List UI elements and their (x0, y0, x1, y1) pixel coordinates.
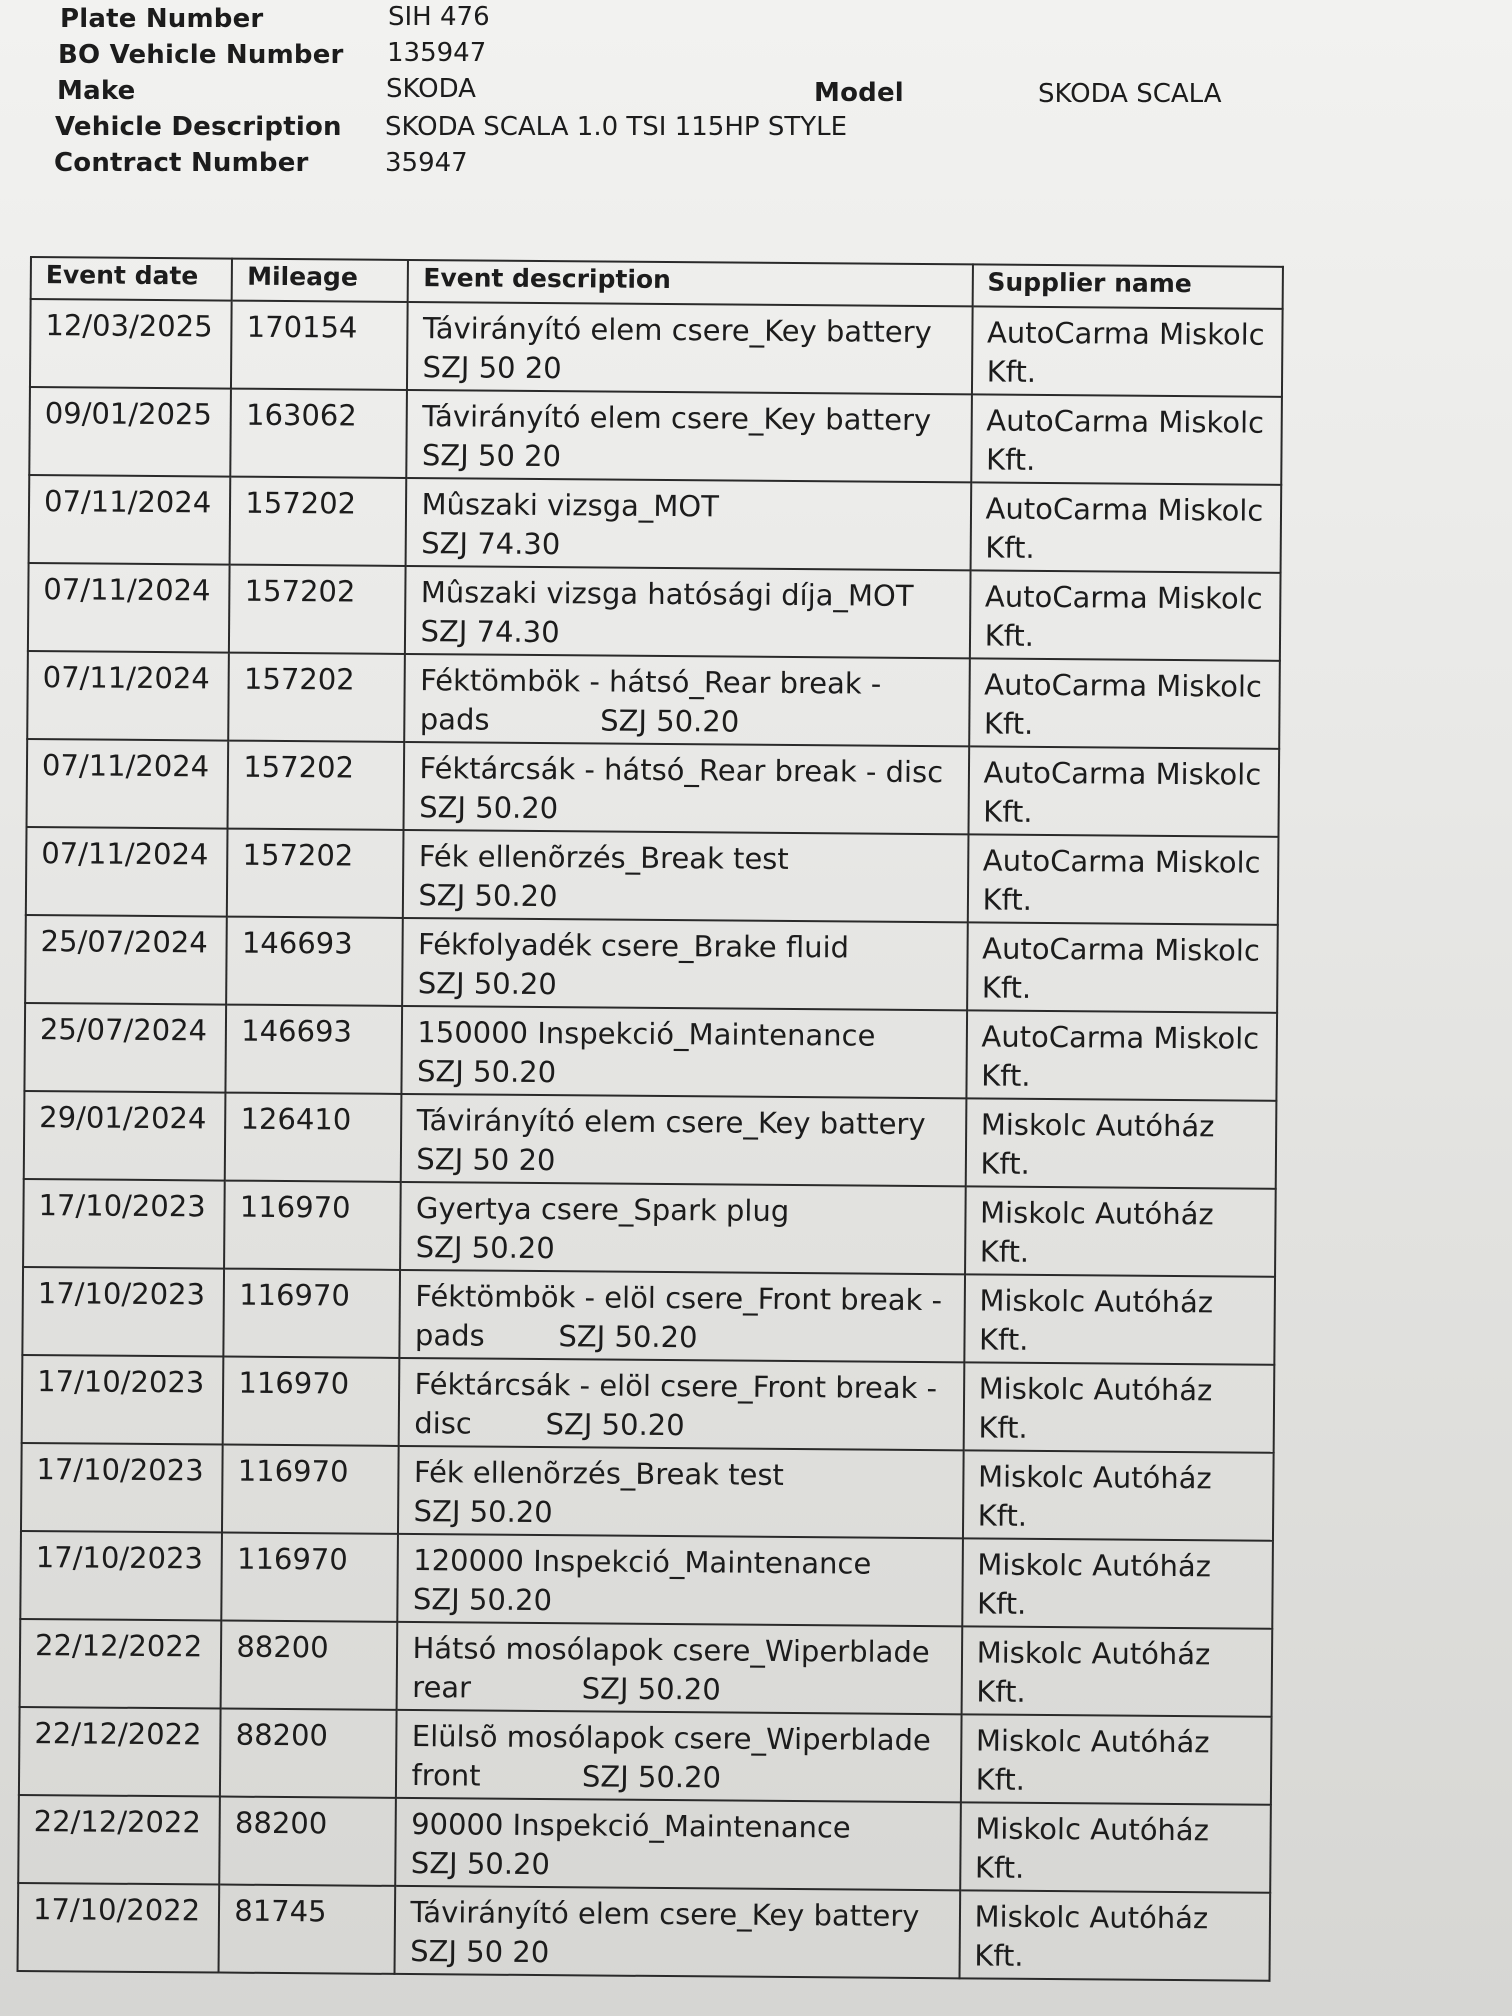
table-row (18, 1795, 1271, 1893)
make-value: SKODA (386, 74, 476, 104)
model-label: Model (814, 78, 904, 108)
event-code-line: SZJ 50 20 (416, 1142, 556, 1178)
event-code-line: SZJ 74.30 (420, 614, 560, 650)
event-description-cell (403, 830, 968, 922)
event-code-line: front SZJ 50.20 (411, 1758, 722, 1795)
mileage-cell: 116970 (224, 1269, 401, 1358)
bo-vehicle-number-label: BO Vehicle Number (58, 40, 344, 70)
event-description-line: Féktárcsák - elöl csere_Front break - (414, 1367, 938, 1406)
supplier-name-text: AutoCarma Miskolc Kft. (985, 491, 1264, 565)
supplier-name-cell (970, 482, 1281, 572)
table-row (20, 1619, 1273, 1717)
event-description-cell (398, 1446, 963, 1538)
table-row (21, 1443, 1274, 1541)
supplier-name-cell (959, 1890, 1270, 1980)
event-date-cell: 17/10/2022 (18, 1883, 220, 1973)
event-date-cell: 09/01/2025 (29, 387, 231, 477)
event-description-line: 120000 Inspekció_Maintenance (413, 1543, 872, 1581)
mileage-cell: 157202 (229, 653, 406, 742)
supplier-name-cell (963, 1450, 1274, 1540)
event-date-cell: 22/12/2022 (20, 1619, 222, 1709)
table-row (20, 1531, 1273, 1629)
supplier-name-cell (960, 1714, 1271, 1804)
mileage-cell: 116970 (224, 1181, 401, 1270)
event-description-cell (395, 1886, 960, 1978)
event-description-line: Hátsó mosólapok csere_Wiperblade (412, 1631, 930, 1670)
supplier-name-text: Miskolc Autóház Kft. (978, 1371, 1213, 1445)
event-description-cell (404, 742, 969, 834)
event-description-line: Fék ellenõrzés_Break test (418, 839, 789, 876)
event-description-cell (401, 1094, 966, 1186)
event-date-cell: 22/12/2022 (18, 1795, 220, 1885)
mileage-cell: 88200 (220, 1709, 397, 1798)
event-date-cell: 17/10/2023 (22, 1267, 224, 1357)
event-description-line: Mûszaki vizsga hatósági díja_MOT (420, 575, 914, 613)
table-row (22, 1355, 1275, 1453)
event-code-line: SZJ 50.20 (419, 790, 559, 826)
supplier-name-text: AutoCarma Miskolc Kft. (984, 579, 1263, 653)
event-code-line: SZJ 50.20 (412, 1582, 553, 1618)
event-description-line: Elülsõ mosólapok csere_Wiperblade (411, 1719, 931, 1758)
supplier-name-text: AutoCarma Miskolc Kft. (982, 843, 1261, 917)
supplier-name-text: Miskolc Autóház Kft. (976, 1635, 1211, 1709)
supplier-name-text: AutoCarma Miskolc Kft. (981, 1019, 1260, 1093)
event-code-line: SZJ 50.20 (415, 1230, 555, 1266)
supplier-name-text: Miskolc Autóház Kft. (978, 1283, 1214, 1357)
mileage-cell: 163062 (231, 389, 408, 478)
event-date-cell: 25/07/2024 (25, 915, 227, 1005)
header-supplier-name: Supplier name (972, 264, 1283, 308)
mileage-cell: 157202 (228, 741, 405, 830)
mileage-cell: 116970 (223, 1357, 400, 1446)
mileage-cell: 146693 (226, 1005, 403, 1094)
supplier-name-text: AutoCarma Miskolc Kft. (983, 755, 1262, 829)
event-description-cell (405, 654, 970, 746)
supplier-name-text: AutoCarma Miskolc Kft. (985, 403, 1265, 477)
vehicle-description-value: SKODA SCALA 1.0 TSI 115HP STYLE (385, 112, 848, 142)
supplier-name-cell (966, 1010, 1277, 1100)
event-date-cell: 07/11/2024 (27, 651, 229, 741)
table-row (28, 563, 1281, 661)
event-date-cell: 17/10/2023 (21, 1443, 223, 1533)
event-code-line: SZJ 50 20 (410, 1934, 550, 1970)
table-row (18, 1883, 1271, 1981)
event-date-cell: 12/03/2025 (30, 299, 232, 389)
header-event-date: Event date (31, 257, 233, 301)
mileage-cell: 157202 (229, 565, 406, 654)
table-row (29, 387, 1282, 485)
make-label: Make (57, 76, 136, 106)
event-description-cell (397, 1622, 962, 1714)
event-date-cell: 07/11/2024 (29, 475, 231, 565)
event-code-line: disc SZJ 50.20 (414, 1406, 685, 1443)
supplier-name-cell (965, 1186, 1276, 1276)
event-description-cell (399, 1358, 964, 1450)
bo-vehicle-number-value: 135947 (387, 38, 487, 68)
event-description-cell (407, 302, 972, 394)
supplier-name-cell (964, 1274, 1275, 1364)
supplier-name-text: AutoCarma Miskolc Kft. (986, 315, 1265, 389)
event-description-cell (405, 566, 970, 658)
supplier-name-cell (962, 1538, 1273, 1628)
supplier-name-text: AutoCarma Miskolc Kft. (983, 667, 1263, 741)
table-row (26, 827, 1279, 925)
supplier-name-cell (960, 1802, 1271, 1892)
table-row (19, 1707, 1272, 1805)
event-description-line: 150000 Inspekció_Maintenance (417, 1015, 876, 1053)
vehicle-description-label: Vehicle Description (55, 112, 342, 142)
event-code-line: SZJ 50 20 (422, 350, 562, 386)
event-description-cell (406, 478, 971, 570)
event-description-line: Távirányító elem csere_Key battery (410, 1895, 920, 1934)
event-description-line: Féktömbök - elöl csere_Front break - (415, 1279, 943, 1318)
supplier-name-cell (969, 658, 1280, 748)
event-description-cell (403, 918, 968, 1010)
plate-number-value: SIH 476 (388, 2, 490, 32)
supplier-name-text: AutoCarma Miskolc Kft. (981, 931, 1261, 1005)
event-code-line: pads SZJ 50.20 (419, 702, 740, 739)
supplier-name-cell (971, 394, 1282, 484)
header-mileage: Mileage (232, 259, 408, 302)
table-row (23, 1179, 1276, 1277)
table-row (24, 1003, 1277, 1101)
supplier-name-text: Miskolc Autóház Kft. (979, 1195, 1214, 1269)
mileage-cell: 126410 (225, 1093, 402, 1182)
event-description-cell (407, 390, 972, 482)
model-value: SKODA SCALA (1038, 79, 1222, 109)
supplier-name-text: Miskolc Autóház Kft. (974, 1899, 1209, 1973)
table-row (25, 915, 1278, 1013)
event-description-line: Féktömbök - hátsó_Rear break - (420, 663, 882, 701)
event-description-cell (402, 1006, 967, 1098)
event-date-cell: 07/11/2024 (26, 827, 228, 917)
event-date-cell: 07/11/2024 (27, 739, 229, 829)
mileage-cell: 81745 (219, 1885, 396, 1974)
event-code-line: SZJ 74.30 (421, 526, 561, 562)
supplier-name-text: Miskolc Autóház Kft. (977, 1459, 1212, 1533)
mileage-cell: 116970 (222, 1533, 399, 1622)
event-date-cell: 17/10/2023 (22, 1355, 224, 1445)
event-description-line: Távirányító elem csere_Key battery (422, 399, 932, 438)
header-event-description: Event description (408, 260, 972, 306)
event-date-cell: 25/07/2024 (24, 1003, 226, 1093)
mileage-cell: 88200 (220, 1797, 397, 1886)
table-row (27, 651, 1280, 749)
event-date-cell: 07/11/2024 (28, 563, 230, 653)
mileage-cell: 116970 (222, 1445, 399, 1534)
supplier-name-text: Miskolc Autóház Kft. (980, 1107, 1215, 1181)
supplier-name-cell (969, 570, 1280, 660)
supplier-name-cell (967, 834, 1278, 924)
event-description-cell (396, 1710, 961, 1802)
mileage-cell: 157202 (230, 477, 407, 566)
table-row (27, 739, 1280, 837)
supplier-name-cell (972, 306, 1283, 396)
mileage-cell: 88200 (221, 1621, 398, 1710)
contract-number-value: 35947 (385, 148, 468, 178)
event-code-line: SZJ 50.20 (418, 878, 558, 914)
event-date-cell: 22/12/2022 (19, 1707, 221, 1797)
plate-number-label: Plate Number (60, 4, 264, 34)
event-description-line: Féktárcsák - hátsó_Rear break - disc (419, 751, 944, 790)
table-row (29, 475, 1282, 573)
event-date-cell: 29/01/2024 (24, 1091, 226, 1181)
supplier-name-text: Miskolc Autóház Kft. (976, 1547, 1212, 1621)
supplier-name-text: Miskolc Autóház Kft. (975, 1723, 1210, 1797)
mileage-cell: 170154 (231, 301, 408, 390)
table-row (24, 1091, 1277, 1189)
event-date-cell: 17/10/2023 (23, 1179, 225, 1269)
event-description-line: 90000 Inspekció_Maintenance (411, 1807, 851, 1845)
event-code-line: SZJ 50.20 (417, 966, 557, 1002)
event-code-line: SZJ 50.20 (416, 1054, 557, 1090)
table-row (22, 1267, 1275, 1365)
event-description-line: Távirányító elem csere_Key battery (416, 1103, 926, 1142)
event-description-cell (401, 1182, 966, 1274)
event-code-line: SZJ 50 20 (421, 438, 562, 474)
vehicle-info-section (52, 4, 1452, 184)
event-description-cell (398, 1534, 963, 1626)
table-row (30, 299, 1283, 397)
supplier-name-text: Miskolc Autóház Kft. (974, 1811, 1210, 1885)
event-description-line: Fékfolyadék csere_Brake fluid (417, 927, 850, 965)
supplier-name-cell (961, 1626, 1272, 1716)
event-code-line: rear SZJ 50.20 (412, 1670, 721, 1707)
event-code-line: SZJ 50.20 (410, 1846, 551, 1882)
event-description-line: Távirányító elem csere_Key battery (422, 311, 932, 350)
event-description-line: Mûszaki vizsga_MOT (421, 487, 720, 524)
event-description-cell (400, 1270, 965, 1362)
supplier-name-cell (968, 746, 1279, 836)
table-body (18, 299, 1283, 1981)
supplier-name-cell (965, 1098, 1276, 1188)
event-description-cell (396, 1798, 961, 1890)
service-events-table (17, 256, 1284, 1982)
mileage-cell: 146693 (226, 917, 403, 1006)
supplier-name-cell (963, 1362, 1274, 1452)
event-description-line: Fék ellenõrzés_Break test (413, 1455, 785, 1492)
event-code-line: pads SZJ 50.20 (414, 1318, 698, 1355)
mileage-cell: 157202 (227, 829, 404, 918)
event-description-line: Gyertya csere_Spark plug (415, 1191, 790, 1228)
supplier-name-cell (967, 922, 1278, 1012)
event-date-cell: 17/10/2023 (20, 1531, 222, 1621)
event-code-line: SZJ 50.20 (413, 1494, 553, 1530)
contract-number-label: Contract Number (54, 148, 309, 178)
